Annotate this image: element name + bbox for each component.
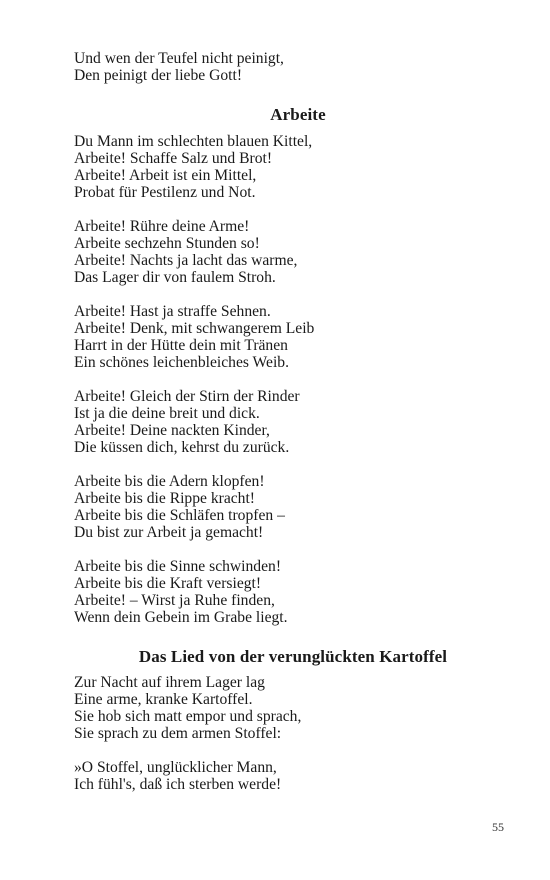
stanza [74,674,494,742]
stanza [74,388,494,456]
verse-line: Sie sprach zu dem armen Stoffel: [74,725,282,742]
poem-title-arbeite: Arbeite [270,105,326,124]
verse-line: Arbeite! Deine nackten Kinder, [74,422,270,439]
verse-line: Arbeite bis die Rippe kracht! [74,490,256,507]
verse-line: Du Mann im schlechten blauen Kittel, [74,133,313,150]
verse-line: Und wen der Teufel nicht peinigt, [74,50,284,67]
poem-kartoffel [74,674,494,793]
verse-line: Wenn dein Gebein im Grabe liegt. [74,609,288,626]
verse-line: Arbeite bis die Adern klopfen! [74,473,265,490]
verse-line: Arbeite bis die Schläfen tropfen – [74,507,285,524]
verse-line: Arbeite! Gleich der Stirn der Rinder [74,388,300,405]
verse-line: Ist ja die deine breit und dick. [74,405,260,422]
verse-line: Den peinigt der liebe Gott! [74,67,243,84]
verse-line: Arbeite! Rühre deine Arme! [74,218,250,235]
page-content [74,50,494,793]
verse-line: Zur Nacht auf ihrem Lager lag [74,674,265,691]
verse-line: Arbeite! Denk, mit schwangerem Leib [74,320,315,337]
verse-line: Sie hob sich matt empor und sprach, [74,708,302,725]
poem-arbeite [74,133,494,626]
verse-line: Eine arme, kranke Kartoffel. [74,691,253,708]
page-number: 55 [492,820,504,834]
verse-line: Arbeite! – Wirst ja Ruhe finden, [74,592,275,609]
stanza [74,133,494,201]
stanza [74,218,494,286]
verse-line: Die küssen dich, kehrst du zurück. [74,439,290,456]
verse-line: Ich fühl's, daß ich sterben werde! [74,776,282,793]
verse-line: Du bist zur Arbeit ja gemacht! [74,524,264,541]
verse-line: Arbeite! Nachts ja lacht das warme, [74,252,298,269]
stanza [74,473,494,541]
intro-stanza [74,50,494,84]
verse-line: Ein schönes leichenbleiches Weib. [74,354,289,371]
verse-line: Arbeite sechzehn Stunden so! [74,235,260,252]
verse-line: Arbeite! Schaffe Salz und Brot! [74,150,273,167]
verse-line: Arbeite bis die Sinne schwinden! [74,558,282,575]
stanza [74,759,494,793]
stanza [74,303,494,371]
verse-line: Probat für Pestilenz und Not. [74,184,256,201]
verse-line: »O Stoffel, unglücklicher Mann, [74,759,277,776]
verse-line: Harrt in der Hütte dein mit Tränen [74,337,288,354]
verse-line: Arbeite! Hast ja straffe Sehnen. [74,303,271,320]
stanza [74,558,494,626]
verse-line: Das Lager dir von faulem Stroh. [74,269,276,286]
verse-line: Arbeite bis die Kraft versiegt! [74,575,262,592]
poem-title-kartoffel: Das Lied von der verunglückten Kartoffel [138,647,448,666]
verse-line: Arbeite! Arbeit ist ein Mittel, [74,167,257,184]
